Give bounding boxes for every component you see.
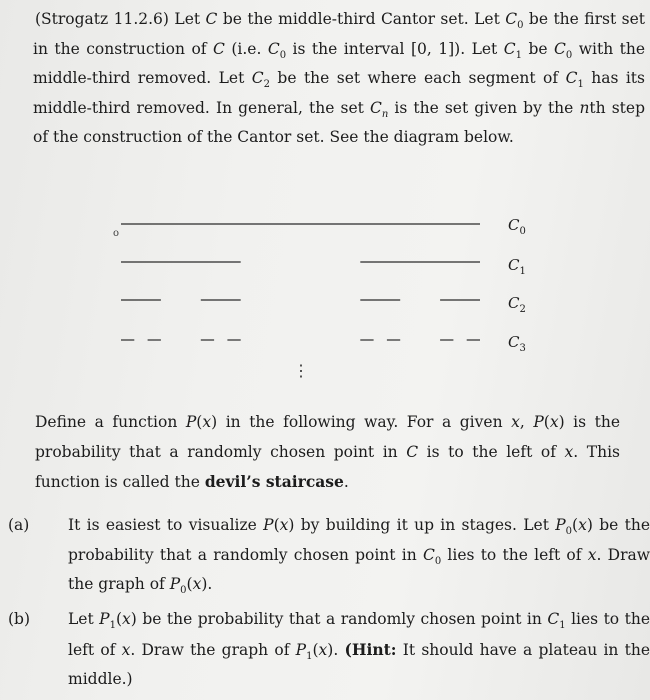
cantor-segments <box>121 224 480 340</box>
label-c3: $C_3$ <box>508 333 526 354</box>
hint-label: (Hint: <box>344 639 397 659</box>
left-endpoint-mark: o <box>113 228 120 239</box>
problem-intro: (Strogatz 11.2.6) Let C be the middle-third Cantor set. Let $C_0$ be the first set in the construction of C (i.e. $C_0$ is the interval [0, 1]). Let $C_1$ be $C_0$ with the middle-third removed. Let $C_2$ be the set where each segment of $C_1$ has its middle-third removed. In general, the set $C_n$ is the set given by the nth step of the construction of the Cantor set. See the diagram below. <box>8 5 645 153</box>
label-c1: $C_1$ <box>508 256 526 277</box>
part-b: (b) Let $P_1(x)$ be the probability that a randomly chosen point in $C_1$ lies to the left of x. Draw the graph of $P_1(x)$. (Hint: It should have a plateau in the middle.) <box>38 605 650 695</box>
label-c0: $C_0$ <box>508 216 526 237</box>
part-b-label: (b) <box>8 610 31 628</box>
cantor-set-diagram <box>0 200 633 390</box>
devils-staircase-term: devil’s staircase <box>204 472 344 491</box>
part-a: (a) It is easiest to visualize P(x) by building it up in stages. Let $P_0(x)$ be the probability that a randomly chosen point in $C_0$ lies to the left of x. Draw the graph of $P_0(x)$. <box>38 511 650 600</box>
definition-paragraph: Define a function P(x) in the following way. For a given x, P(x) is the probability that a randomly chosen point in C is to the left of x. This function is called the devil’s staircase. <box>35 413 621 491</box>
problem-number <box>8 5 35 35</box>
part-a-label: (a) <box>8 516 30 534</box>
label-c2: $C_2$ <box>508 294 526 315</box>
ellipsis-vertical: ⋮ <box>293 361 309 380</box>
